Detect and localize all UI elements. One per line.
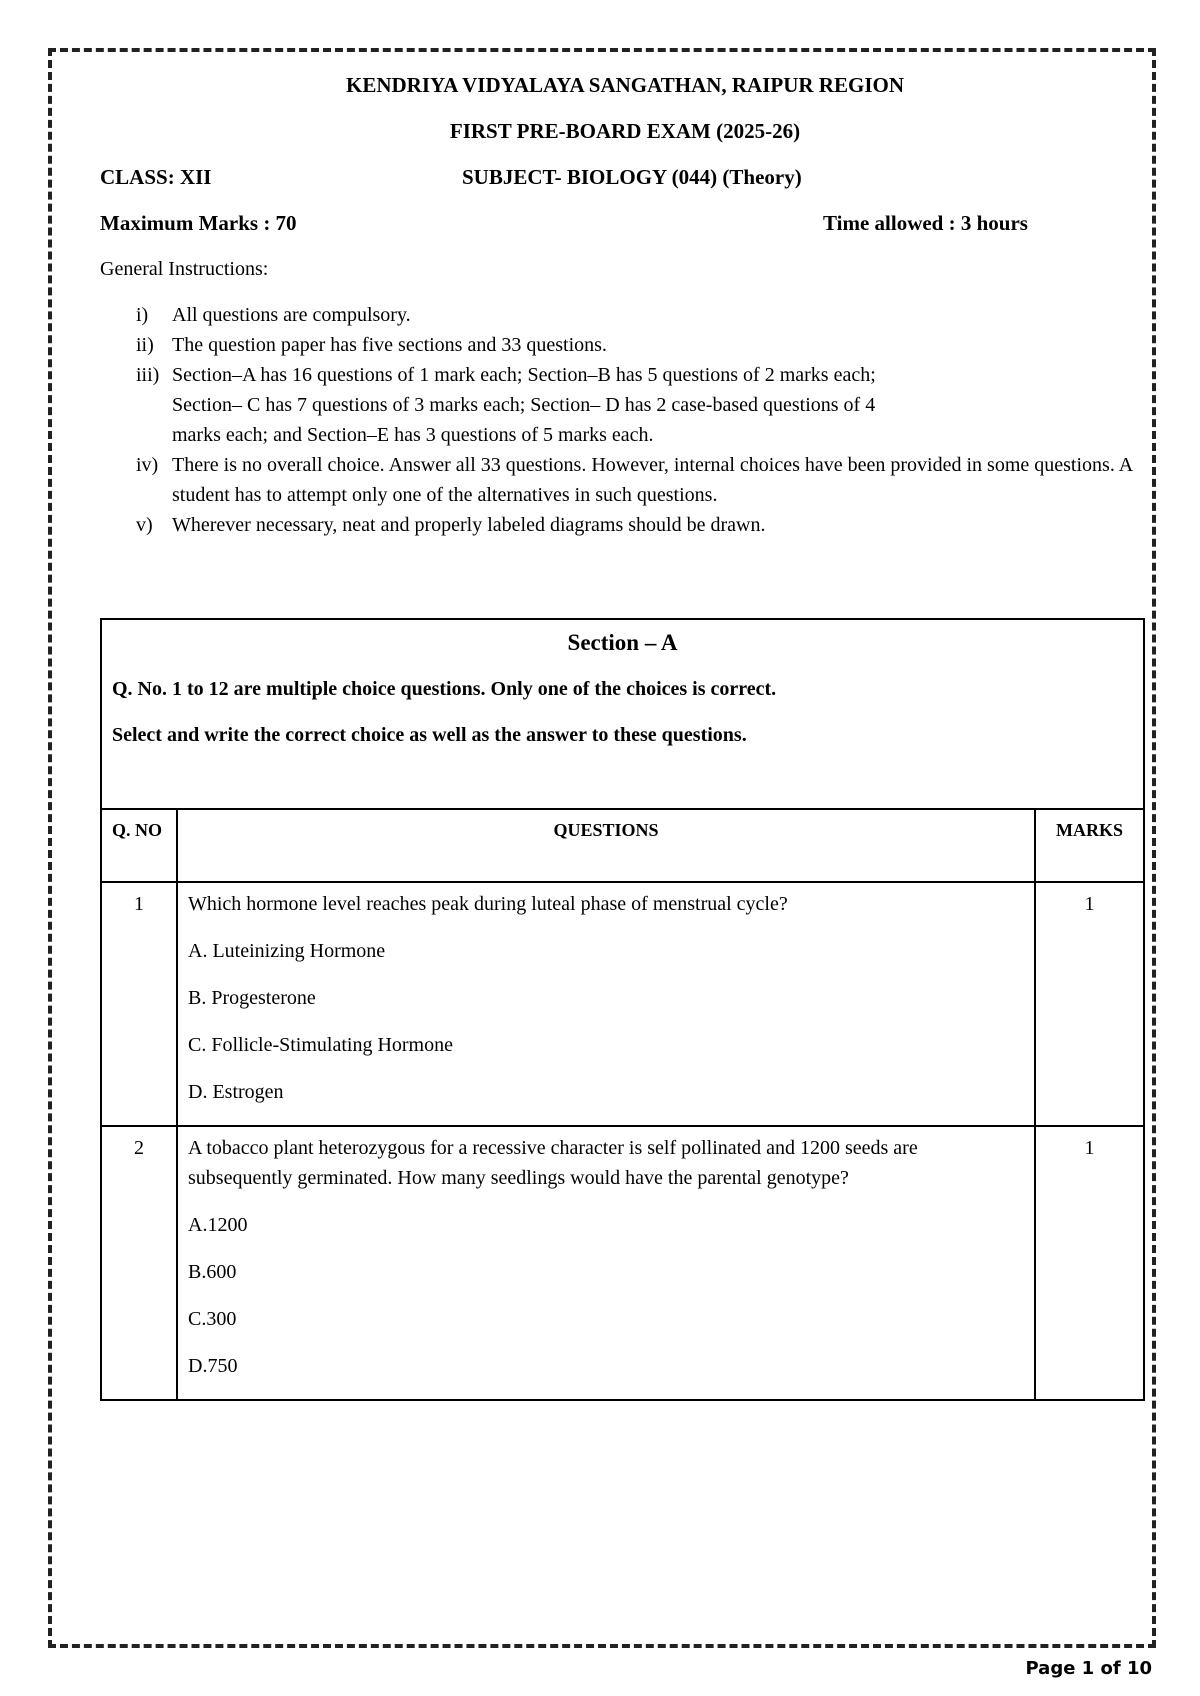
instruction-text: There is no overall choice. Answer all 33 questions. However, internal choices have been provided in some questions. A student has to attempt only one of the alternatives in such questions.: [172, 454, 1133, 506]
subject-label: SUBJECT- BIOLOGY (044) (Theory): [462, 165, 802, 189]
instructions-title: General Instructions:: [100, 258, 269, 280]
question-number: 1: [102, 882, 177, 1126]
option-b: B. Progesterone: [188, 987, 316, 1009]
max-marks: Maximum Marks : 70: [100, 211, 297, 235]
page-number: [1025, 1658, 1152, 1679]
option-c: C. Follicle-Stimulating Hormone: [188, 1034, 453, 1056]
option-a: A. Luteinizing Hormone: [188, 940, 386, 962]
option-a: A.1200: [188, 1214, 248, 1236]
page-label: Page 1 of 10: [1025, 1658, 1152, 1679]
section-a-header: [102, 620, 1143, 810]
section-a-table: [100, 618, 1145, 1401]
class-label: CLASS: XII: [100, 165, 212, 189]
instruction-item: [100, 330, 1150, 360]
option-d: D.750: [188, 1355, 238, 1377]
org-title: KENDRIYA VIDYALAYA SANGATHAN, RAIPUR REGION: [346, 73, 904, 97]
marks-header: MARKS: [1035, 810, 1143, 882]
table-row: [102, 882, 1143, 1126]
instruction-text: Section–A has 16 questions of 1 mark each; Section–B has 5 questions of 2 marks each; Section– C has 7 questions of 3 marks each; Section– D has 2 case-based questions of 4 marks each; and Section–E has 3 questions of 5 marks each.: [172, 364, 876, 446]
class-subject-row: [100, 162, 1150, 208]
table-header-row: [102, 810, 1143, 882]
instruction-number: i): [136, 304, 149, 326]
instruction-item: [100, 360, 1150, 450]
section-instruction-1: Q. No. 1 to 12 are multiple choice questions. Only one of the choices is correct.: [112, 678, 777, 700]
section-title: Section – A: [567, 630, 678, 655]
instruction-number: ii): [136, 334, 154, 356]
instruction-item: [100, 510, 1150, 540]
instruction-item: [100, 300, 1150, 330]
qno-header: Q. NO: [102, 810, 177, 882]
question-cell: [177, 882, 1035, 1126]
exam-title: FIRST PRE-BOARD EXAM (2025-26): [449, 119, 801, 143]
option-b: B.600: [188, 1261, 237, 1283]
question-text: Which hormone level reaches peak during luteal phase of menstrual cycle?: [188, 893, 788, 915]
instruction-text: The question paper has five sections and 33 questions.: [172, 334, 607, 356]
instruction-number: v): [136, 514, 153, 536]
table-row: [102, 1126, 1143, 1399]
instruction-text: All questions are compulsory.: [172, 304, 411, 326]
time-allowed: Time allowed : 3 hours: [823, 211, 1028, 235]
option-d: D. Estrogen: [188, 1081, 284, 1103]
marks-time-row: [100, 208, 1150, 254]
option-c: C.300: [188, 1308, 237, 1330]
instructions-list: [100, 300, 1150, 540]
question-text: A tobacco plant heterozygous for a recessive character is self pollinated and 1200 seeds are subsequently germinated. How many seedlings would have the parental genotype?: [188, 1137, 918, 1189]
question-marks: 1: [1035, 882, 1143, 1126]
exam-header: [100, 70, 1150, 540]
question-cell: [177, 1126, 1035, 1399]
section-instruction-2: Select and write the correct choice as well as the answer to these questions.: [112, 724, 747, 746]
questions-header: QUESTIONS: [177, 810, 1035, 882]
question-number: 2: [102, 1126, 177, 1399]
instruction-number: iv): [136, 454, 159, 476]
questions-table: [102, 810, 1143, 1399]
instruction-text: Wherever necessary, neat and properly labeled diagrams should be drawn.: [172, 514, 766, 536]
instruction-number: iii): [136, 364, 160, 386]
instruction-item: [100, 450, 1150, 510]
question-marks: 1: [1084, 1137, 1095, 1159]
